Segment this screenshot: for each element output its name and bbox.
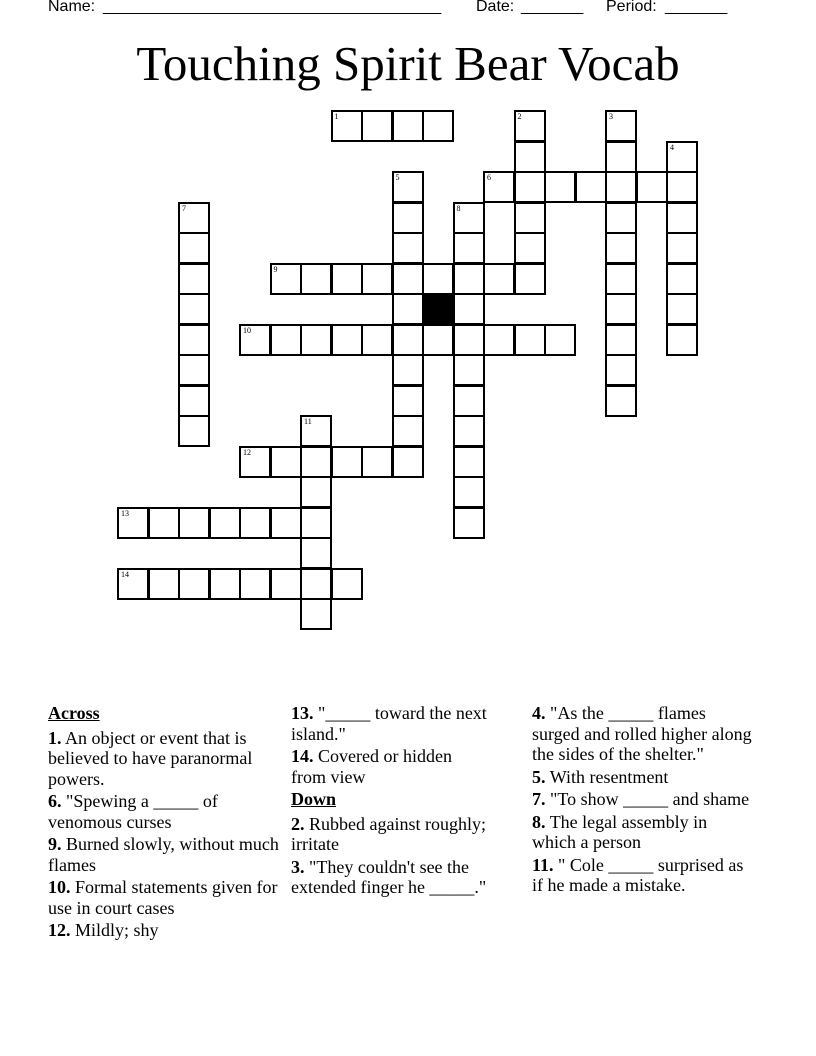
grid-cell[interactable] — [636, 171, 668, 203]
cell-number: 13 — [121, 508, 129, 518]
clue-down-7 — [532, 789, 754, 810]
clue-number: 5. — [532, 766, 546, 787]
grid-cell[interactable] — [270, 446, 302, 478]
grid-cell[interactable] — [453, 507, 485, 539]
clue-across-9 — [48, 834, 284, 875]
black-cell — [422, 293, 454, 325]
clue-text: The legal assembly in which a person — [532, 811, 708, 852]
grid-cell[interactable] — [300, 598, 332, 630]
grid-cell[interactable] — [605, 293, 637, 325]
cell-number: 6 — [487, 173, 491, 182]
name-label: Name: — [48, 0, 96, 15]
grid-cell[interactable] — [666, 263, 698, 295]
grid-cell[interactable] — [300, 415, 332, 447]
clue-number: 11. — [532, 854, 554, 875]
grid-cell[interactable] — [453, 324, 485, 356]
grid-cell[interactable] — [300, 568, 332, 600]
grid-cell[interactable] — [453, 354, 485, 386]
clue-text: "Spewing a _____ of venomous curses — [48, 791, 218, 832]
grid-cell[interactable] — [178, 507, 210, 539]
grid-cell[interactable] — [605, 141, 637, 173]
grid-cell[interactable] — [453, 476, 485, 508]
grid-cell[interactable] — [209, 507, 241, 539]
across-column — [48, 703, 284, 943]
grid-cell[interactable] — [239, 446, 271, 478]
grid-cell[interactable] — [270, 568, 302, 600]
middle-column — [291, 703, 491, 900]
grid-cell[interactable] — [148, 568, 180, 600]
grid-cell[interactable] — [453, 263, 485, 295]
grid-cell[interactable] — [544, 324, 576, 356]
cell-number: 2 — [517, 112, 522, 121]
clue-number: 4. — [532, 703, 546, 723]
clue-down-4 — [532, 703, 754, 765]
grid-cell[interactable] — [666, 141, 698, 173]
grid-cell[interactable] — [392, 293, 424, 325]
grid-cell[interactable] — [514, 232, 546, 264]
grid-cell[interactable] — [270, 507, 302, 539]
clue-text: With resentment — [549, 766, 669, 787]
across-heading: Across — [48, 703, 100, 723]
grid-cell[interactable] — [544, 171, 576, 203]
clue-text: Formal statements given for use in court cases — [48, 877, 278, 918]
grid-cell[interactable] — [453, 446, 485, 478]
grid-cell[interactable] — [483, 171, 515, 203]
clue-across-12 — [48, 920, 284, 941]
cell-number: 1 — [334, 112, 339, 121]
grid-cell[interactable] — [300, 324, 332, 356]
grid-cell[interactable] — [178, 232, 210, 264]
grid-cell[interactable] — [605, 202, 637, 234]
grid-cell[interactable] — [514, 110, 546, 142]
grid-cell[interactable] — [178, 293, 210, 325]
clue-across-1 — [48, 728, 284, 790]
clue-across-10 — [48, 877, 284, 918]
grid-cell[interactable] — [453, 293, 485, 325]
clue-text: Burned slowly, without much flames — [48, 834, 279, 875]
grid-cell[interactable] — [361, 324, 393, 356]
date-blank[interactable]: _______ — [521, 0, 584, 15]
grid-cell[interactable] — [331, 263, 363, 295]
grid-cell[interactable] — [605, 171, 637, 203]
grid-cell[interactable] — [483, 324, 515, 356]
clue-down-3 — [291, 857, 491, 898]
grid-cell[interactable] — [514, 263, 546, 295]
grid-cell[interactable] — [422, 263, 454, 295]
grid-cell[interactable] — [514, 202, 546, 234]
down-heading: Down — [291, 789, 337, 809]
grid-cell[interactable] — [605, 385, 637, 417]
cell-number: 11 — [304, 417, 312, 426]
date-label: Date: — [476, 0, 515, 15]
grid-cell[interactable] — [178, 202, 210, 234]
period-label: Period: — [606, 0, 657, 15]
clue-down-8 — [532, 812, 754, 853]
grid-cell[interactable] — [361, 110, 393, 142]
grid-cell[interactable] — [239, 507, 271, 539]
grid-cell[interactable] — [605, 324, 637, 356]
grid-cell[interactable] — [300, 446, 332, 478]
grid-cell[interactable] — [331, 110, 363, 142]
grid-cell[interactable] — [361, 446, 393, 478]
clue-number: 10. — [48, 877, 71, 897]
grid-cell[interactable] — [331, 446, 363, 478]
clue-text: "As the _____ flames surged and rolled higher along the sides of the shelter." — [532, 703, 752, 764]
clue-across-13 — [291, 703, 491, 744]
grid-cell[interactable] — [392, 385, 424, 417]
page-title: Touching Spirit Bear Vocab — [136, 36, 680, 91]
grid-cell[interactable] — [148, 507, 180, 539]
grid-cell[interactable] — [575, 171, 607, 203]
grid-cell[interactable] — [514, 171, 546, 203]
grid-cell[interactable] — [361, 263, 393, 295]
grid-cell[interactable] — [270, 263, 302, 295]
cell-number: 7 — [182, 203, 186, 213]
grid-cell[interactable] — [270, 324, 302, 356]
grid-cell[interactable] — [392, 354, 424, 386]
cell-number: 8 — [456, 203, 461, 213]
grid-cell[interactable] — [239, 324, 271, 356]
down-column — [532, 703, 754, 898]
grid-cell[interactable] — [453, 202, 485, 234]
grid-cell[interactable] — [178, 324, 210, 356]
grid-cell[interactable] — [209, 568, 241, 600]
clue-down-11 — [532, 855, 754, 896]
grid-cell[interactable] — [392, 202, 424, 234]
clue-number: 6. — [48, 791, 62, 811]
grid-cell[interactable] — [422, 110, 454, 142]
grid-cell[interactable] — [666, 171, 698, 203]
cell-number: 4 — [670, 142, 674, 152]
grid-cell[interactable] — [300, 507, 332, 539]
clue-number: 9. — [48, 834, 62, 854]
grid-cell[interactable] — [300, 476, 332, 508]
grid-cell[interactable] — [605, 354, 637, 386]
grid-cell[interactable] — [178, 415, 210, 447]
clue-text: "To show _____ and shame — [550, 789, 750, 809]
grid-cell[interactable] — [178, 263, 210, 295]
clue-across-14 — [291, 746, 491, 787]
grid-cell[interactable] — [331, 324, 363, 356]
clue-number: 3. — [291, 856, 305, 877]
grid-cell[interactable] — [514, 324, 546, 356]
cell-number: 3 — [609, 112, 613, 121]
clue-text: "They couldn't see the extended finger he _____." — [291, 856, 487, 897]
grid-cell[interactable] — [605, 263, 637, 295]
clue-number: 2. — [291, 813, 305, 834]
cell-number: 9 — [273, 264, 278, 274]
grid-cell[interactable] — [605, 232, 637, 264]
grid-cell[interactable] — [178, 354, 210, 386]
clue-number: 12. — [48, 920, 71, 940]
grid-cell[interactable] — [666, 202, 698, 234]
clue-number: 8. — [532, 811, 546, 832]
grid-cell[interactable] — [178, 568, 210, 600]
grid-cell[interactable] — [453, 232, 485, 264]
grid-cell[interactable] — [666, 293, 698, 325]
cell-number: 10 — [243, 325, 251, 335]
cell-number: 14 — [121, 569, 129, 579]
clue-text: An object or event that is believed to have paranormal powers. — [48, 727, 253, 789]
grid-cell[interactable] — [392, 415, 424, 447]
clue-text: Mildly; shy — [75, 920, 159, 940]
period-blank[interactable]: _______ — [665, 0, 728, 15]
grid-cell[interactable] — [453, 415, 485, 447]
name-blank[interactable]: ______________________________________ — [103, 0, 442, 15]
grid-cell[interactable] — [392, 263, 424, 295]
grid-cell[interactable] — [392, 110, 424, 142]
grid-cell[interactable] — [178, 385, 210, 417]
cell-number: 5 — [395, 173, 400, 182]
clue-down-5 — [532, 767, 754, 788]
grid-cell[interactable] — [514, 141, 546, 173]
clue-text: Rubbed against roughly; irritate — [291, 813, 486, 854]
grid-cell[interactable] — [392, 324, 424, 356]
clue-across-6 — [48, 791, 284, 832]
clue-number: 13. — [291, 703, 314, 723]
grid-cell[interactable] — [117, 568, 149, 600]
grid-cell[interactable] — [117, 507, 149, 539]
clue-down-2 — [291, 814, 491, 855]
clue-number: 7. — [532, 789, 546, 809]
grid-cell[interactable] — [666, 232, 698, 264]
grid-cell[interactable] — [392, 171, 424, 203]
grid-cell[interactable] — [422, 324, 454, 356]
grid-cell[interactable] — [239, 568, 271, 600]
grid-cell[interactable] — [300, 537, 332, 569]
grid-cell[interactable] — [483, 263, 515, 295]
clue-text: "_____ toward the next island." — [291, 703, 487, 744]
grid-cell[interactable] — [605, 110, 637, 142]
clue-number: 14. — [291, 746, 314, 766]
grid-cell[interactable] — [300, 263, 332, 295]
cell-number: 12 — [243, 447, 251, 457]
clue-number: 1. — [48, 727, 62, 748]
grid-cell[interactable] — [666, 324, 698, 356]
grid-cell[interactable] — [392, 446, 424, 478]
clue-text: Covered or hidden from view — [291, 746, 452, 787]
clue-text: " Cole _____ surprised as if he made a mistake. — [532, 854, 744, 895]
grid-cell[interactable] — [331, 568, 363, 600]
grid-cell[interactable] — [453, 385, 485, 417]
grid-cell[interactable] — [392, 232, 424, 264]
